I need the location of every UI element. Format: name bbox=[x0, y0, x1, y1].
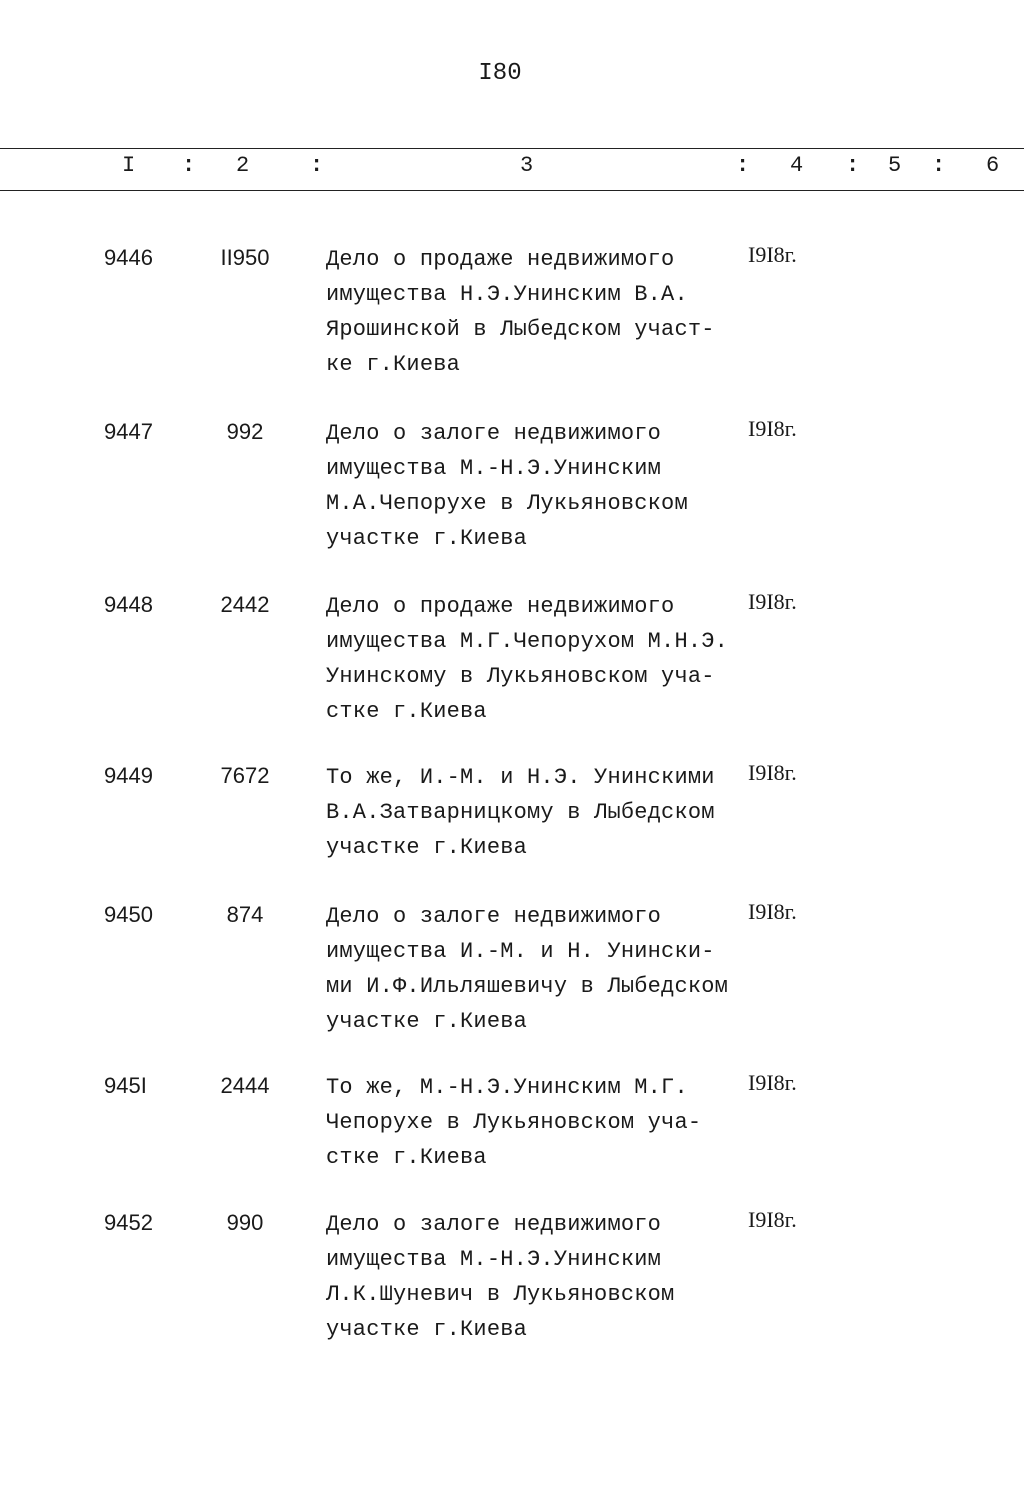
entry-title: Дело о залоге недвижимого имущества М.-Н.Э.Унинским Л.К.Шуневич в Лукьяновском участке г.Киева bbox=[326, 1212, 675, 1342]
entry-reference: 2444 bbox=[220, 1073, 270, 1098]
entry-year: I9I8г. bbox=[748, 1070, 797, 1095]
entry-title: Дело о продаже недвижимого имущества Н.Э.Унинским В.А. Ярошинской в Лыбедском участ- ке г.Киева bbox=[326, 247, 715, 377]
entry-reference: II950 bbox=[220, 245, 270, 270]
column-header-1: I bbox=[122, 153, 136, 178]
column-header-6: 6 bbox=[986, 153, 1000, 178]
entry-number: 9452 bbox=[104, 1210, 153, 1235]
entry-reference: 7672 bbox=[220, 763, 270, 788]
entry-number: 9447 bbox=[104, 419, 153, 444]
entry-title: То же, И.-М. и Н.Э. Унинскими В.А.Затварницкому в Лыбедском участке г.Киева bbox=[326, 765, 715, 860]
entry-year: I9I8г. bbox=[748, 1207, 797, 1232]
entry-number: 9446 bbox=[104, 245, 153, 270]
column-separator: : bbox=[310, 153, 324, 178]
entry-year: I9I8г. bbox=[748, 416, 797, 441]
column-separator: : bbox=[846, 153, 860, 178]
entry-year: I9I8г. bbox=[748, 899, 797, 924]
entry-year: I9I8г. bbox=[748, 242, 797, 267]
entry-reference: 2442 bbox=[220, 592, 270, 617]
entry-title: Дело о залоге недвижимого имущества И.-М. и Н. Унински- ми И.Ф.Ильляшевичу в Лыбедском участке г.Киева bbox=[326, 904, 729, 1034]
entry-reference: 990 bbox=[226, 1210, 264, 1235]
column-header-4: 4 bbox=[790, 153, 804, 178]
entry-title: Дело о продаже недвижимого имущества М.Г.Чепорухом М.Н.Э. Унинскому в Лукьяновском уча- стке г.Киева bbox=[326, 594, 729, 724]
column-separator: : bbox=[932, 153, 946, 178]
entry-reference: 992 bbox=[226, 419, 264, 444]
entry-number: 945I bbox=[104, 1073, 147, 1098]
column-header-3: 3 bbox=[520, 153, 534, 178]
entry-title: Дело о залоге недвижимого имущества М.-Н.Э.Унинским М.А.Чепорухе в Лукьяновском участке г.Киева bbox=[326, 421, 688, 551]
column-header-2: 2 bbox=[236, 153, 250, 178]
entry-number: 9450 bbox=[104, 902, 153, 927]
entry-year: I9I8г. bbox=[748, 589, 797, 614]
header-bottom-rule bbox=[0, 190, 1024, 191]
entry-number: 9449 bbox=[104, 763, 153, 788]
column-separator: : bbox=[736, 153, 750, 178]
column-separator: : bbox=[182, 153, 196, 178]
header-top-rule bbox=[0, 148, 1024, 149]
entry-number: 9448 bbox=[104, 592, 153, 617]
entry-year: I9I8г. bbox=[748, 760, 797, 785]
column-header-5: 5 bbox=[888, 153, 902, 178]
entry-reference: 874 bbox=[226, 902, 264, 927]
page-number: I80 bbox=[478, 60, 522, 87]
entry-title: То же, М.-Н.Э.Унинским М.Г. Чепорухе в Лукьяновском уча- стке г.Киева bbox=[326, 1075, 702, 1170]
